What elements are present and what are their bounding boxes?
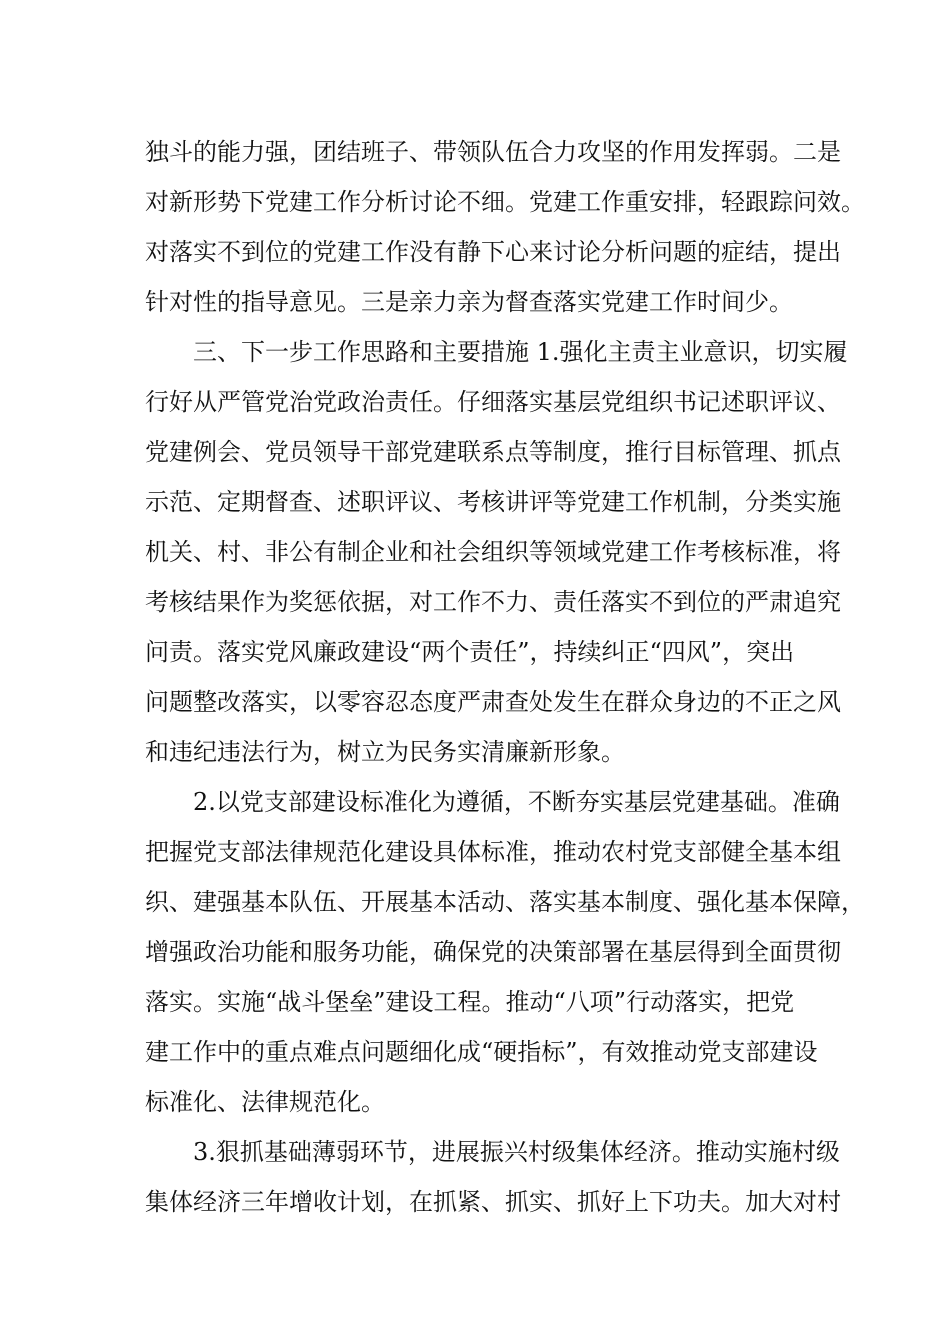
text-line: 织、建强基本队伍、开展基本活动、落实基本制度、强化基本保障， — [145, 888, 865, 916]
text-line: 把握党支部法律规范化建设具体标准，推动农村党支部健全基本组 — [145, 838, 841, 866]
text-line: 针对性的指导意见。三是亲力亲为督查落实党建工作时间少。 — [145, 288, 793, 316]
text-line: 集体经济三年增收计划，在抓紧、抓实、抓好上下功夫。加大对村 — [145, 1188, 841, 1216]
text-line: 和违纪违法行为，树立为民务实清廉新形象。 — [145, 738, 625, 766]
paragraph-start-line: 2.以党支部建设标准化为遵循，不断夯实基层党建基础。准确 — [193, 788, 840, 816]
text-line: 对新形势下党建工作分析讨论不细。党建工作重安排，轻跟踪问效。 — [145, 188, 865, 216]
text-line: 对落实不到位的党建工作没有静下心来讨论分析问题的症结，提出 — [145, 238, 841, 266]
section-heading-line: 三、下一步工作思路和主要措施 1.强化主责主业意识，切实履 — [193, 338, 848, 366]
text-line: 增强政治功能和服务功能，确保党的决策部署在基层得到全面贯彻 — [145, 938, 841, 966]
text-line: 落实。实施“战斗堡垒”建设工程。推动“八项”行动落实，把党 — [145, 988, 795, 1016]
text-line: 标准化、法律规范化。 — [145, 1088, 385, 1116]
text-line: 行好从严管党治党政治责任。仔细落实基层党组织书记述职评议、 — [145, 388, 841, 416]
text-line: 考核结果作为奖惩依据，对工作不力、责任落实不到位的严肃追究 — [145, 588, 841, 616]
text-line: 问题整改落实，以零容忍态度严肃查处发生在群众身边的不正之风 — [145, 688, 841, 716]
text-line: 机关、村、非公有制企业和社会组织等领域党建工作考核标准，将 — [145, 538, 841, 566]
text-line: 问责。落实党风廉政建设“两个责任”，持续纠正“四风”，突出 — [145, 638, 795, 666]
text-line: 独斗的能力强，团结班子、带领队伍合力攻坚的作用发挥弱。二是 — [145, 138, 841, 166]
text-line: 示范、定期督查、述职评议、考核讲评等党建工作机制，分类实施 — [145, 488, 841, 516]
paragraph-start-line: 3.狠抓基础薄弱环节，进展振兴村级集体经济。推动实施村级 — [193, 1138, 840, 1166]
text-line: 建工作中的重点难点问题细化成“硬指标”，有效推动党支部建设 — [145, 1038, 818, 1066]
text-line: 党建例会、党员领导干部党建联系点等制度，推行目标管理、抓点 — [145, 438, 841, 466]
